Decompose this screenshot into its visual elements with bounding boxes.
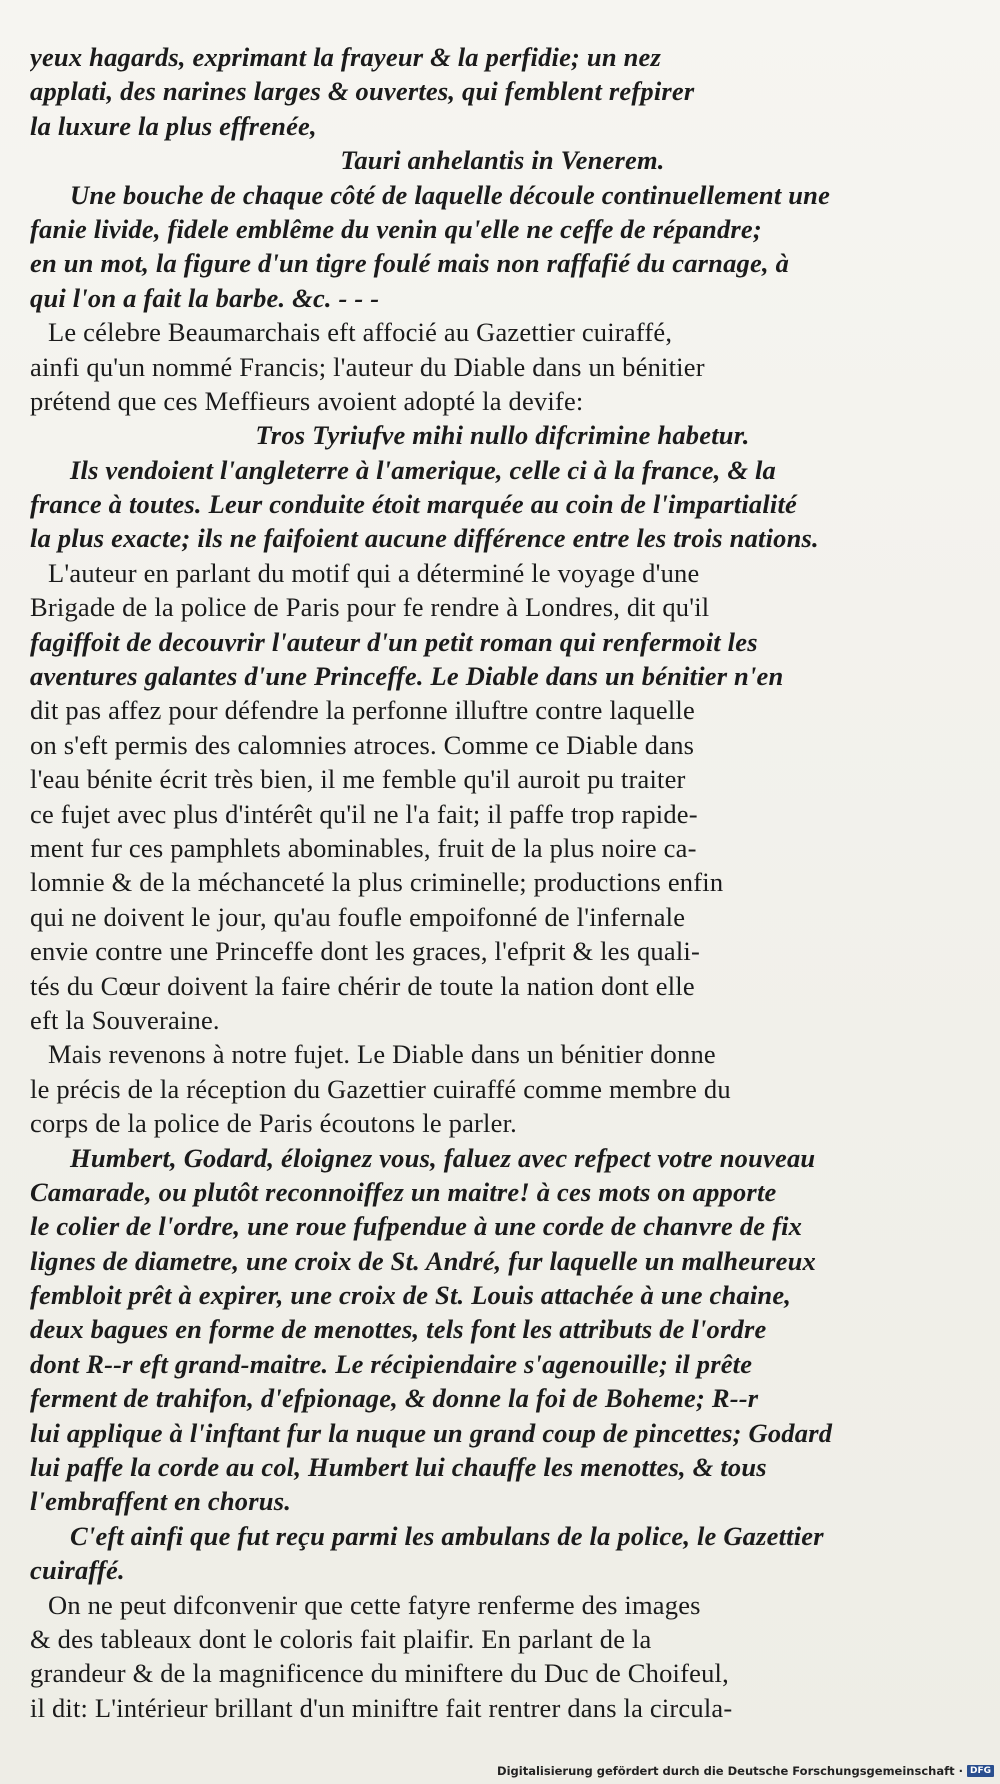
credit-text: Digitalisierung gefördert durch die Deutsche Forschungsgemeinschaft · <box>497 1764 963 1778</box>
text-line: en un mot, la figure d'un tigre foulé mais non raffafié du carnage, à <box>30 248 790 279</box>
text-line: tés du Cœur doivent la faire chérir de toute la nation dont elle <box>30 970 695 1001</box>
text-line: qui l'on a fait la barbe. &c. - - - <box>30 282 380 313</box>
text-line: il dit: L'intérieur brillant d'un miniftre fait rentrer dans la circula- <box>30 1692 733 1723</box>
text-line: Tros Tyriufve mihi nullo difcrimine habetur. <box>255 420 750 451</box>
text-line: l'embraffent en chorus. <box>30 1486 292 1517</box>
text-line: fembloit prêt à expirer, une croix de St. Louis attachée à une chaine, <box>30 1280 792 1311</box>
page-text <box>30 40 975 1725</box>
text-line: grandeur & de la magnificence du miniftere du Duc de Choifeul, <box>30 1658 729 1689</box>
text-line: L'auteur en parlant du motif qui a déterminé le voyage d'une <box>48 557 700 588</box>
text-line: l'eau bénite écrit très bien, il me femble qu'il auroit pu traiter <box>30 764 686 795</box>
text-line: corps de la police de Paris écoutons le parler. <box>30 1108 517 1139</box>
digitization-credit <box>497 1764 994 1778</box>
text-line: Ils vendoient l'angleterre à l'amerique, celle ci à la france, & la <box>70 454 776 485</box>
text-line: lomnie & de la méchanceté la plus criminelle; productions enfin <box>30 867 724 898</box>
text-line: ainfi qu'un nommé Francis; l'auteur du Diable dans un bénitier <box>30 351 705 382</box>
text-line: aventures galantes d'une Princeffe. Le Diable dans un bénitier n'en <box>30 661 784 692</box>
text-line: Humbert, Godard, éloignez vous, faluez avec refpect votre nouveau <box>70 1142 816 1173</box>
text-line: cuiraffé. <box>30 1555 125 1586</box>
text-line: C'eft ainfi que fut reçu parmi les ambulans de la police, le Gazettier <box>70 1520 824 1551</box>
dfg-logo-icon: DFG <box>967 1765 994 1777</box>
text-line: le colier de l'ordre, une roue fufpendue à une corde de chanvre de fix <box>30 1211 803 1242</box>
text-line: deux bagues en forme de menottes, tels font les attributs de l'ordre <box>30 1314 767 1345</box>
text-line: yeux hagards, exprimant la frayeur & la perfidie; un nez <box>30 42 662 72</box>
text-line: fanie livide, fidele emblême du venin qu'elle ne ceffe de répandre; <box>30 213 762 244</box>
text-line: On ne peut difconvenir que cette fatyre renferme des images <box>48 1589 701 1620</box>
text-line: envie contre une Princeffe dont les graces, l'efprit & les quali- <box>30 936 700 967</box>
text-line: dont R--r eft grand-maitre. Le récipiendaire s'agenouille; il prête <box>30 1348 753 1379</box>
text-line: le précis de la réception du Gazettier cuiraffé comme membre du <box>30 1073 731 1104</box>
text-line: ferment de trahifon, d'efpionage, & donne la foi de Boheme; R--r <box>30 1383 759 1414</box>
text-line: prétend que ces Meffieurs avoient adopté la devife: <box>30 385 584 416</box>
text-line: Tauri anhelantis in Venerem. <box>340 145 665 176</box>
text-line: la luxure la plus effrenée, <box>30 110 317 141</box>
text-line: Mais revenons à notre fujet. Le Diable dans un bénitier donne <box>48 1039 716 1070</box>
text-line: france à toutes. Leur conduite étoit marquée au coin de l'impartialité <box>30 489 798 520</box>
text-line: on s'eft permis des calomnies atroces. Comme ce Diable dans <box>30 729 695 760</box>
text-line: Brigade de la police de Paris pour fe rendre à Londres, dit qu'il <box>30 592 710 623</box>
text-line: & des tableaux dont le coloris fait plaifir. En parlant de la <box>30 1623 652 1654</box>
text-line: ment fur ces pamphlets abominables, fruit de la plus noire ca- <box>30 832 697 863</box>
text-line: Camarade, ou plutôt reconnoiffez un maitre! à ces mots on apporte <box>30 1176 777 1207</box>
text-line: dit pas affez pour défendre la perfonne illuftre contre laquelle <box>30 695 695 726</box>
text-line: fagiffoit de decouvrir l'auteur d'un petit roman qui renfermoit les <box>30 626 758 657</box>
text-line: qui ne doivent le jour, qu'au foufle empoifonné de l'infernale <box>30 901 686 932</box>
text-line: ce fujet avec plus d'intérêt qu'il ne l'a fait; il paffe trop rapide- <box>30 798 698 829</box>
text-line: lui applique à l'inftant fur la nuque un grand coup de pincettes; Godard <box>30 1417 833 1448</box>
text-line: lui paffe la corde au col, Humbert lui chauffe les menottes, & tous <box>30 1452 767 1483</box>
text-line: eft la Souveraine. <box>30 1004 220 1035</box>
text-line: lignes de diametre, une croix de St. André, fur laquelle un malheureux <box>30 1245 816 1276</box>
text-line: Une bouche de chaque côté de laquelle découle continuellement une <box>70 179 831 210</box>
text-line: applati, des narines larges & ouvertes, qui femblent refpirer <box>30 76 695 107</box>
text-line: Le célebre Beaumarchais eft affocié au Gazettier cuiraffé, <box>48 317 673 348</box>
text-line: la plus exacte; ils ne faifoient aucune différence entre les trois nations. <box>30 523 819 554</box>
